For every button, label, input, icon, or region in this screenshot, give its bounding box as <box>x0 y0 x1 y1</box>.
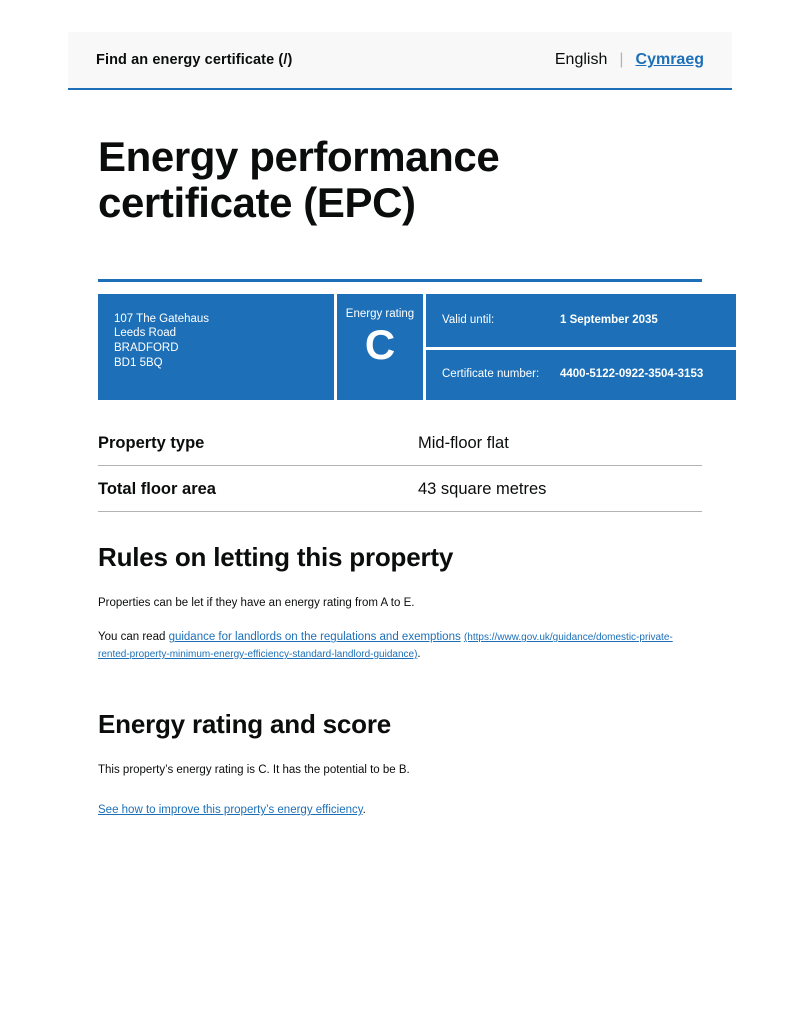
improve-efficiency-link[interactable]: See how to improve this property’s energy efficiency <box>98 804 363 817</box>
certificate-number-row <box>426 347 736 400</box>
energy-rating-paragraph: This property’s energy rating is C. It has the potential to be B. <box>98 763 410 776</box>
letting-rules-heading: Rules on letting this property <box>98 541 454 572</box>
site-header <box>68 32 732 90</box>
table-row <box>98 420 702 466</box>
property-type-label: Property type <box>98 433 205 452</box>
address-line-2: Leeds Road <box>114 327 177 340</box>
service-name[interactable]: Find an energy certificate (/) <box>96 52 293 68</box>
landlord-guidance-url[interactable]: (https://www.gov.uk/guidance/domestic-private-rented-property-minimum-energy-efficiency-standard-landlord-guidance) <box>98 632 673 660</box>
address-line-3: BRADFORD <box>114 341 179 354</box>
document-page <box>68 32 732 816</box>
guidance-suffix: . <box>417 647 421 660</box>
valid-until-label: Valid until: <box>442 313 495 326</box>
energy-rating-label: Energy rating <box>345 307 415 320</box>
improve-suffix: . <box>362 804 366 817</box>
language-switcher <box>555 51 704 69</box>
valid-until-row <box>426 294 736 347</box>
certificate-number-label: Certificate number: <box>442 368 540 381</box>
improve-efficiency-paragraph <box>98 804 702 816</box>
energy-rating-letter: C <box>364 321 396 369</box>
document-content <box>68 134 732 816</box>
page-title: Energy performance certificate (EPC) <box>98 133 500 226</box>
address-line-1: 107 The Gatehaus <box>114 312 210 325</box>
property-details-table <box>98 420 702 512</box>
language-link-cymraeg[interactable]: Cymraeg <box>635 51 704 68</box>
letting-guidance-paragraph <box>98 629 702 662</box>
energy-rating-block <box>334 294 426 400</box>
language-current: English <box>554 51 608 68</box>
table-row <box>98 466 702 512</box>
section-divider <box>98 279 702 282</box>
certificate-number-value: 4400-5122-0922-3504-3153 <box>560 368 704 381</box>
property-address <box>98 294 334 400</box>
certificate-banner <box>98 294 736 400</box>
property-type-value: Mid-floor flat <box>418 433 509 452</box>
language-separator: | <box>619 51 624 68</box>
total-floor-area-label: Total floor area <box>98 479 216 498</box>
address-line-4: BD1 5BQ <box>114 356 163 369</box>
energy-rating-heading: Energy rating and score <box>98 708 392 739</box>
letting-rules-paragraph: Properties can be let if they have an energy rating from A to E. <box>98 596 415 609</box>
total-floor-area-value: 43 square metres <box>418 479 547 498</box>
valid-until-value: 1 September 2035 <box>560 313 658 326</box>
landlord-guidance-link[interactable]: guidance for landlords on the regulations and exemptions <box>168 631 461 644</box>
certificate-meta <box>426 294 736 400</box>
guidance-prefix: You can read <box>98 631 169 644</box>
